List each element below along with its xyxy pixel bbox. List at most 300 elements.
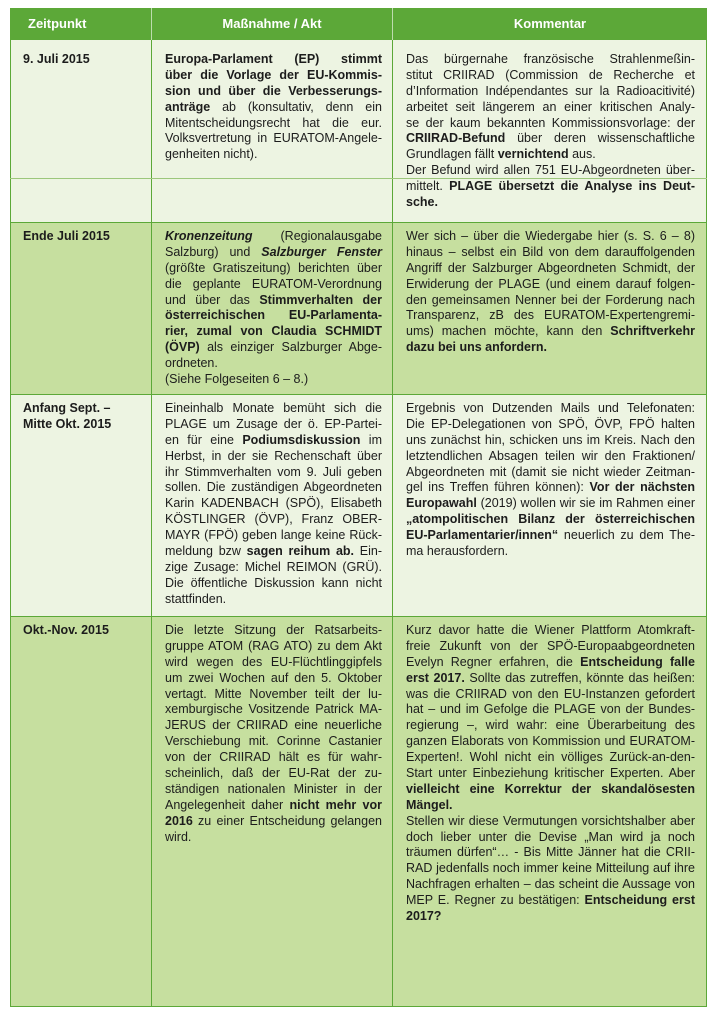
body-text: MAYR (FPÖ) geben lange keine Rück- xyxy=(165,528,382,543)
text-line xyxy=(406,528,695,544)
text-line xyxy=(165,293,382,309)
header-massnahme-akt: Maßnahme / Akt xyxy=(151,8,392,40)
body-text: (Siehe Folgeseiten 6 – 8.) xyxy=(165,372,309,387)
text-line xyxy=(406,861,695,877)
body-text: ab (konsultativ, denn ein xyxy=(210,99,382,114)
body-text: Transparenz, zB des EURATOM-Expertengremi- xyxy=(406,308,695,323)
line-text xyxy=(165,401,382,417)
body-text: freie Zukunft von der SPÖ-Europaabgeordneten xyxy=(406,638,695,653)
text-line xyxy=(165,68,382,84)
text-line xyxy=(406,687,695,703)
line-text xyxy=(406,433,695,449)
emphasis-text: sagen reihum ab. xyxy=(246,544,355,559)
body-text: en für eine xyxy=(165,432,243,447)
line-text xyxy=(406,116,695,132)
body-text: letztendlichen Absagen teilen wir den Fraktionen/ xyxy=(406,448,695,463)
text-line xyxy=(165,782,382,798)
line-text xyxy=(165,449,382,465)
text-line xyxy=(406,623,695,639)
line-text xyxy=(165,592,226,608)
massnahme-cell xyxy=(151,223,392,394)
body-text: uns zunächst hin, schicken uns im Kreis. Nach den xyxy=(406,432,695,447)
body-text: arbeitet seit längerem an einer kritischen Analy- xyxy=(406,99,695,114)
emphasis-text: Europawahl xyxy=(406,496,477,511)
emphasis-text: vernichtend xyxy=(497,147,569,162)
paragraph xyxy=(165,372,382,388)
emphasis-text: sche. xyxy=(406,195,438,210)
text-line xyxy=(165,560,382,576)
line-text xyxy=(165,766,382,782)
line-text xyxy=(165,293,382,309)
date-text: Anfang Sept. – xyxy=(23,401,111,415)
header-kommentar: Kommentar xyxy=(392,8,707,40)
body-text: Wer sich – über die Wiedergabe hier (s. S. 6 – 8) xyxy=(406,229,695,243)
emphasis-text: nicht mehr vor xyxy=(289,797,382,812)
text-line xyxy=(406,798,695,814)
body-text: stattfinden. xyxy=(165,591,227,606)
text-line xyxy=(165,308,382,324)
emphasis-text: erst 2017. xyxy=(406,670,465,685)
text-line xyxy=(406,68,695,84)
body-text: MEP E. Regner zu bestätigen: xyxy=(406,893,585,908)
line-text xyxy=(406,131,695,147)
line-text xyxy=(406,52,695,68)
line-text xyxy=(406,293,695,309)
text-line xyxy=(165,277,382,293)
text-line xyxy=(406,782,695,798)
line-text xyxy=(165,814,382,830)
massnahme-cell xyxy=(151,617,392,1006)
kommentar-cell xyxy=(392,40,707,222)
body-text: d’Information Indépendantes sur la Radioacitivité) xyxy=(406,83,695,98)
line-text xyxy=(406,340,547,356)
text-line xyxy=(165,687,382,703)
body-text: ums) machen möchte, kann den xyxy=(406,324,611,339)
line-text xyxy=(406,179,695,195)
line-text xyxy=(165,308,382,324)
paragraph xyxy=(406,401,695,560)
line-text xyxy=(165,734,382,750)
line-text xyxy=(406,324,695,340)
emphasis-text: „atompolitischen Bilanz der österreichischen xyxy=(406,512,695,527)
text-line xyxy=(165,245,382,261)
table-row xyxy=(10,395,707,617)
body-text: Stellen wir diese Vermutungen vorsichtshalber aber xyxy=(406,813,695,828)
text-line xyxy=(406,308,695,324)
line-text xyxy=(406,782,695,798)
text-line xyxy=(165,766,382,782)
line-text xyxy=(406,814,695,830)
text-line xyxy=(165,131,382,147)
row-divider xyxy=(10,178,707,179)
date-text: Ende Juli 2015 xyxy=(23,229,110,243)
body-text: mittelt. xyxy=(406,179,450,194)
line-text xyxy=(406,480,695,496)
body-text: Salzburg) und xyxy=(165,244,262,259)
body-text: wird. xyxy=(165,829,192,844)
text-line xyxy=(165,734,382,750)
paragraph xyxy=(406,163,695,211)
line-text xyxy=(406,798,453,814)
text-line xyxy=(406,465,695,481)
timeline-table xyxy=(10,8,707,1007)
text-line xyxy=(406,544,695,560)
text-line xyxy=(406,449,695,465)
text-line xyxy=(165,576,382,592)
line-text xyxy=(406,830,695,846)
line-text xyxy=(165,116,382,132)
emphasis-text: über die Vorlage der EU-Kommis- xyxy=(165,67,382,82)
line-text xyxy=(406,734,695,750)
text-line xyxy=(165,830,382,846)
text-line xyxy=(406,877,695,893)
text-line xyxy=(406,639,695,655)
text-line xyxy=(406,245,695,261)
line-text xyxy=(406,845,695,861)
line-text xyxy=(406,449,695,465)
body-text: Das bürgernahe französische Strahlenmeßin- xyxy=(406,52,695,66)
text-line xyxy=(165,480,382,496)
line-text xyxy=(165,655,382,671)
line-text xyxy=(406,861,695,877)
line-text xyxy=(406,639,695,655)
emphasis-text: Stimmverhalten der xyxy=(259,292,382,307)
body-text: Abgeordneten mit (damit sie nicht wieder Zeitman- xyxy=(406,464,695,479)
zeitpunkt-cell xyxy=(10,223,151,394)
text-line xyxy=(406,340,695,356)
text-line xyxy=(165,116,382,132)
line-text xyxy=(406,417,695,433)
text-line xyxy=(406,163,695,179)
body-text: im xyxy=(360,432,382,447)
text-line xyxy=(406,655,695,671)
body-text: Die EP-Delegationen von SPÖ, ÖVP, FPÖ halten xyxy=(406,416,695,431)
text-line xyxy=(165,639,382,655)
line-text xyxy=(406,766,695,782)
line-text xyxy=(165,277,382,293)
body-text: (größte Gratiszeitung) berichten über xyxy=(165,260,382,275)
body-text: Verschiebung mit. Corinne Castanier xyxy=(165,734,382,749)
line-text xyxy=(406,544,508,560)
text-line xyxy=(406,131,695,147)
table-header xyxy=(10,8,707,40)
body-text: sollen. Die zuständigen Abgeordneten xyxy=(165,480,382,495)
body-text: Evelyn Regner erfahren, die xyxy=(406,654,581,669)
text-line xyxy=(165,417,382,433)
body-text: ordneten. xyxy=(165,356,218,371)
body-text: ständigen nationalen Minister in der xyxy=(165,781,382,796)
line-text xyxy=(406,687,695,703)
body-text: doch lieber unter die Devise „Man wird ja noch xyxy=(406,829,695,844)
body-text: Grundlagen fällt xyxy=(406,147,498,162)
body-text: Sollte das zutreffen, könnte das heißen: xyxy=(464,670,695,685)
line-text xyxy=(165,68,382,84)
line-text xyxy=(406,465,695,481)
emphasis-text: österreichischen EU-Parlamenta- xyxy=(165,308,382,323)
table-row xyxy=(10,617,707,1007)
emphasis-text: anträge xyxy=(165,99,211,114)
body-text: (Regionalausgabe xyxy=(252,229,382,243)
body-text: vertagt. Mitte November teilt der lu- xyxy=(165,686,382,701)
text-line xyxy=(165,671,382,687)
body-text: wird wegen des EU-Flüchtlinggipfels xyxy=(165,654,382,669)
line-text xyxy=(165,100,382,116)
line-text xyxy=(406,877,695,893)
body-text: KÖSTLINGER (ÖVP), Franz OBER- xyxy=(165,512,382,527)
date-line xyxy=(23,417,145,433)
body-text: JERUS der CRIIRAD eine neuerliche xyxy=(165,718,382,733)
emphasis-text: PLAGE übersetzt die Analyse ins Deut- xyxy=(449,179,695,194)
line-text xyxy=(165,465,382,481)
line-text xyxy=(165,702,382,718)
body-text: scheinlich, daß der EU-Rat der zu- xyxy=(165,766,382,781)
text-line xyxy=(165,702,382,718)
header-zeitpunkt: Zeitpunkt xyxy=(28,16,87,31)
line-text xyxy=(165,52,382,68)
text-line xyxy=(406,480,695,496)
text-line xyxy=(406,100,695,116)
text-line xyxy=(406,512,695,528)
line-text xyxy=(406,623,695,639)
text-line xyxy=(165,84,382,100)
line-text xyxy=(165,560,382,576)
line-text xyxy=(165,356,218,372)
line-text xyxy=(406,308,695,324)
massnahme-cell xyxy=(151,395,392,616)
body-text: träumen dürfen“… - Bis Mitte Jänner hat die CRII- xyxy=(406,845,695,860)
body-text: ma herausfordern. xyxy=(406,544,509,559)
body-text: PLAGE um Zusage der ö. EP-Partei- xyxy=(165,416,382,431)
body-text: aus. xyxy=(568,147,596,162)
line-text xyxy=(406,496,695,512)
text-line xyxy=(165,750,382,766)
date-text: 9. Juli 2015 xyxy=(23,52,90,66)
zeitpunkt-cell xyxy=(10,617,151,1006)
body-text: ihr Stimmverhalten vom 9. Juli geben xyxy=(165,464,382,479)
body-text: gel ins Treffen führen können): xyxy=(406,480,590,495)
line-text xyxy=(165,671,382,687)
line-text xyxy=(406,671,695,687)
text-line xyxy=(165,147,382,163)
text-line xyxy=(406,893,695,909)
body-text: was die CRIIRAD von den EU-Instanzen gefordert xyxy=(406,686,695,701)
body-text: Angelegenheit daher xyxy=(165,797,290,812)
text-line xyxy=(406,277,695,293)
text-line xyxy=(165,623,382,639)
body-text: von der CRIIRAD hält es für wahr- xyxy=(165,750,382,765)
line-text xyxy=(165,340,382,356)
paragraph xyxy=(165,401,382,608)
body-text: Der Befund wird allen 751 EU-Abgeordneten über- xyxy=(406,163,695,178)
body-text: Experten!. Wohl nicht ein völliges Zurück-an-den- xyxy=(406,750,695,765)
body-text: neuerlich zu dem The- xyxy=(558,528,695,543)
line-text xyxy=(165,131,382,147)
text-line xyxy=(165,512,382,528)
line-text xyxy=(406,718,695,734)
text-line xyxy=(165,340,382,356)
text-line xyxy=(406,84,695,100)
text-line xyxy=(165,372,382,388)
body-text: xemburgische Vositzende Patrick MA- xyxy=(165,702,382,717)
body-text: Die letzte Sitzung der Ratsarbeits- xyxy=(165,623,382,637)
text-line xyxy=(406,845,695,861)
line-text xyxy=(165,576,382,592)
line-text xyxy=(165,261,382,277)
date-text: Okt.-Nov. 2015 xyxy=(23,623,109,637)
line-text xyxy=(165,147,257,163)
text-line xyxy=(406,179,695,195)
line-text xyxy=(165,718,382,734)
text-line xyxy=(406,229,695,245)
line-text xyxy=(165,417,382,433)
body-text: regierung –, wird wahr: eine Überarbeitung des xyxy=(406,718,695,733)
line-text xyxy=(406,245,695,261)
text-line xyxy=(165,528,382,544)
line-text xyxy=(165,245,382,261)
date-line xyxy=(23,52,145,68)
text-line xyxy=(406,433,695,449)
text-line xyxy=(406,814,695,830)
text-line xyxy=(165,655,382,671)
body-text: Start unter Einbeziehung kritischer Experten. Aber xyxy=(406,766,695,781)
text-line xyxy=(406,147,695,163)
emphasis-text: Mängel. xyxy=(406,797,453,812)
body-text: hinaus – selbst ein Bild von dem darauffolgenden xyxy=(406,244,695,259)
body-text: stitut CRIIRAD (Commission de Recherche et xyxy=(406,67,695,82)
text-line xyxy=(406,324,695,340)
line-text xyxy=(406,893,695,909)
emphasis-text: 2016 xyxy=(165,813,193,828)
emphasis-text: sion und über die Verbesserungs- xyxy=(165,83,382,98)
body-text: Karin KADENBACH (SPÖ), Elisabeth xyxy=(165,496,382,511)
text-line xyxy=(406,734,695,750)
line-text xyxy=(165,229,382,245)
text-line xyxy=(406,52,695,68)
body-text: meldung bzw xyxy=(165,544,247,559)
emphasis-text: Podiumsdiskussion xyxy=(242,432,361,447)
text-line xyxy=(406,830,695,846)
date-text: Mitte Okt. 2015 xyxy=(23,416,112,431)
line-text xyxy=(165,372,308,388)
text-line xyxy=(406,909,695,925)
line-text xyxy=(406,702,695,718)
text-line xyxy=(406,766,695,782)
paragraph xyxy=(406,52,695,163)
line-text xyxy=(165,639,382,655)
body-text: genheiten nicht). xyxy=(165,147,258,162)
text-line xyxy=(165,449,382,465)
line-text xyxy=(406,528,695,544)
text-line xyxy=(406,261,695,277)
text-line xyxy=(165,798,382,814)
body-text: Ein- xyxy=(354,544,382,559)
body-text: se der kaum bekannten Kommissionsvorlage: der xyxy=(406,115,695,130)
line-text xyxy=(165,324,382,340)
body-text: ganzen Elaborats von Kommission und EURATOM- xyxy=(406,734,695,749)
text-line xyxy=(165,229,382,245)
text-line xyxy=(165,592,382,608)
emphasis-text: EU-Parlamentarier/innen“ xyxy=(406,528,559,543)
date-line xyxy=(23,623,145,639)
kommentar-cell xyxy=(392,223,707,394)
text-line xyxy=(406,671,695,687)
paragraph xyxy=(165,623,382,845)
text-line xyxy=(165,261,382,277)
text-line xyxy=(406,496,695,512)
emphasis-text: 2017? xyxy=(406,909,442,924)
body-text: gruppe ATOM (RAG ATO) zu dem Akt xyxy=(165,638,382,653)
text-line xyxy=(165,465,382,481)
table-body xyxy=(10,40,707,1007)
date-line xyxy=(23,229,145,245)
body-text: Nachfragen erhalten – das scheint die Aussage von xyxy=(406,877,695,892)
line-text xyxy=(406,261,695,277)
line-text xyxy=(165,512,382,528)
emphasis-text: Entscheidung erst xyxy=(584,893,695,908)
body-text: den gemeinsamen Nenner bei der Forderung nach xyxy=(406,292,695,307)
body-text: als einziger Salzburger Abge- xyxy=(199,340,382,355)
emphasis-text: Vor der nächsten xyxy=(589,480,695,495)
table-row xyxy=(10,223,707,395)
text-line xyxy=(165,324,382,340)
emphasis-text: Salzburger Fenster xyxy=(261,244,382,259)
line-text xyxy=(406,147,596,163)
line-text xyxy=(165,496,382,512)
text-line xyxy=(165,433,382,449)
text-line xyxy=(406,702,695,718)
emphasis-text: (ÖVP) xyxy=(165,340,200,355)
zeitpunkt-cell xyxy=(10,40,151,222)
text-line xyxy=(165,814,382,830)
emphasis-text: vielleicht eine Korrektur der skandalösesten xyxy=(406,781,695,796)
table-row xyxy=(10,40,707,223)
body-text: und über das xyxy=(165,292,260,307)
body-text: Die öffentliche Diskussion kann nicht xyxy=(165,575,382,590)
line-text xyxy=(406,100,695,116)
line-text xyxy=(165,623,382,639)
line-text xyxy=(406,401,695,417)
emphasis-text: Europa-Parlament (EP) stimmt xyxy=(165,52,382,66)
body-text: RAD jedenfalls noch immer keine Mitteilung auf ihre xyxy=(406,861,695,876)
body-text: Ergebnis von Dutzenden Mails und Telefonaten: xyxy=(406,401,695,415)
line-text xyxy=(165,830,191,846)
emphasis-text: Entscheidung falle xyxy=(580,654,695,669)
body-text: Erwiderung der PLAGE (und einem darauf folgen- xyxy=(406,276,695,291)
text-line xyxy=(165,100,382,116)
line-text xyxy=(165,782,382,798)
text-line xyxy=(406,718,695,734)
body-text: Volksvertretung in EURATOM-Angele- xyxy=(165,131,382,146)
line-text xyxy=(406,750,695,766)
body-text: hat – und im Gefolge die PLAGE von der Bundes- xyxy=(406,702,695,717)
text-line xyxy=(165,356,382,372)
text-line xyxy=(165,544,382,560)
body-text: Angriff der Salzburger Abgeordneten Schmidt, der xyxy=(406,260,695,275)
body-text: Mitentscheidungsrecht hat die eur. xyxy=(165,115,382,130)
paragraph xyxy=(165,52,382,163)
kommentar-cell xyxy=(392,617,707,1006)
text-line xyxy=(165,718,382,734)
text-line xyxy=(406,116,695,132)
body-text: Herbst, in der sie Rechenschaft über xyxy=(165,448,382,463)
line-text xyxy=(165,433,382,449)
body-text: Eineinhalb Monate bemüht sich die xyxy=(165,401,382,415)
line-text xyxy=(165,480,382,496)
line-text xyxy=(406,229,695,245)
paragraph xyxy=(165,229,382,372)
emphasis-text: Kronenzeitung xyxy=(165,229,253,243)
text-line xyxy=(165,52,382,68)
